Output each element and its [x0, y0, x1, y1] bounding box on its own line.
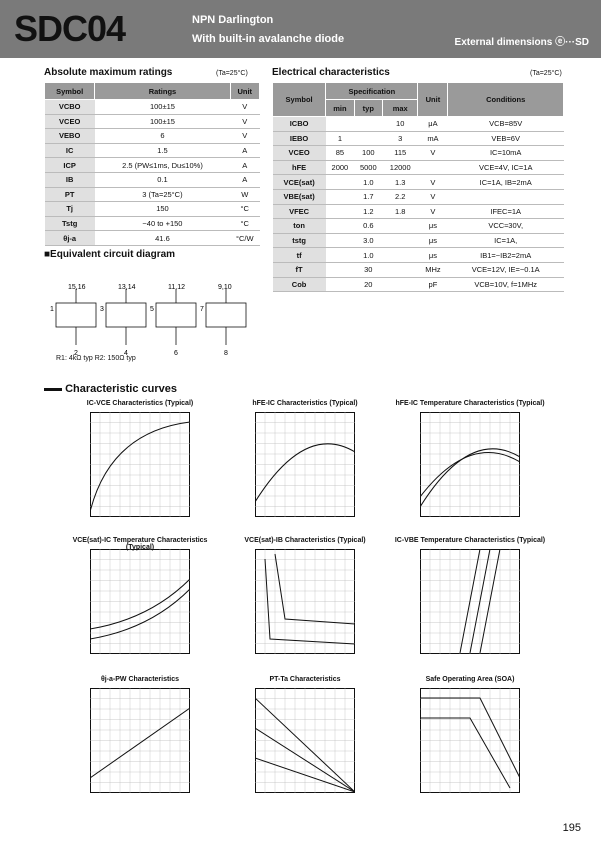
pin-label: 6	[174, 350, 178, 357]
table-row: VCE(sat) 1.0 1.3 V IC=1A, IB=2mA	[273, 175, 564, 190]
table-row: θj-a 41.6 °C/W	[45, 231, 260, 246]
table-row: ICBO 10 μA VCB=85V	[273, 117, 564, 132]
table-row: VBE(sat) 1.7 2.2 V	[273, 189, 564, 204]
external-dimensions: External dimensions ⓔ···SD	[454, 37, 589, 48]
table-row: VCEO 85 100 115 V IC=10mA	[273, 146, 564, 161]
device-type: NPN Darlington	[192, 14, 274, 26]
abs-cond: (Ta=25°C)	[216, 70, 248, 77]
pin-label: 2	[74, 350, 78, 357]
table-row: ton 0.6 μs VCC≈30V,	[273, 219, 564, 234]
table-row: fT 30 MHz VCE=12V, IE=−0.1A	[273, 262, 564, 277]
chart-plot	[420, 549, 520, 654]
pin-label: 4	[124, 350, 128, 357]
table-row: ICP 2.5 (PW≤1ms, Du≤10%) A	[45, 158, 260, 173]
chart-plot	[90, 549, 190, 654]
model-number: SDC04	[14, 8, 126, 49]
col-header: Symbol	[45, 83, 95, 100]
table-row: Cob 20 pF VCB=10V, f=1MHz	[273, 277, 564, 292]
abs-title: Absolute maximum ratings	[44, 67, 173, 78]
chart-title: PT-Ta Characteristics	[269, 676, 341, 683]
circuit-diagram	[44, 283, 256, 365]
chart-plot	[255, 688, 355, 793]
table-row: VCBO 100±15 V	[45, 100, 260, 115]
chart-title: VCE(sat)-IB Characteristics (Typical)	[244, 537, 366, 544]
table-row: IC 1.5 A	[45, 143, 260, 158]
equiv-title: ■Equivalent circuit diagram	[44, 249, 176, 260]
elec-cond: (Ta=25°C)	[530, 70, 562, 77]
chart-plot	[90, 688, 190, 793]
table-row: tstg 3.0 μs IC=1A,	[273, 233, 564, 248]
chart-title: θj-a-PW Characteristics	[100, 676, 180, 683]
chart-title: hFE-IC Temperature Characteristics (Typical)	[395, 400, 545, 407]
table-row: PT 3 (Ta=25°C) W	[45, 187, 260, 202]
pin-label: 13,14	[118, 284, 136, 291]
pin-label: 5	[150, 306, 154, 313]
chart-title: hFE-IC Characteristics (Typical)	[252, 400, 358, 407]
chart-title: IC-VCE Characteristics (Typical)	[86, 400, 194, 407]
col-header: Unit	[230, 83, 259, 100]
pin-label: 1	[50, 306, 54, 313]
table-row: IB 0.1 A	[45, 172, 260, 187]
pin-label: 7	[200, 306, 204, 313]
device-feature: With built-in avalanche diode	[192, 33, 345, 45]
spec-header: Specification	[326, 83, 418, 100]
pin-label: 8	[224, 350, 228, 357]
chart-plot	[255, 412, 355, 517]
resistor-note: R1: 4kΩ typ R2: 150Ω typ	[56, 355, 136, 362]
chart-plot	[420, 688, 520, 793]
table-row: VFEC 1.2 1.8 V IFEC=1A	[273, 204, 564, 219]
table-row: IEBO 1 3 mA VEB=6V	[273, 131, 564, 146]
elec-title: Electrical characteristics	[272, 67, 390, 78]
page-number: 195	[562, 822, 581, 834]
table-row: hFE 2000 5000 12000 VCE=4V, IC=1A	[273, 160, 564, 175]
table-row: Tstg −40 to +150 °C	[45, 216, 260, 231]
table-row: VEBO 6 V	[45, 129, 260, 144]
table-row: VCEO 100±15 V	[45, 114, 260, 129]
chart-plot	[420, 412, 520, 517]
abs-table	[44, 82, 260, 246]
chart-title: Safe Operating Area (SOA)	[425, 676, 515, 683]
pin-label: 15,16	[68, 284, 86, 291]
chart-title: IC-VBE Temperature Characteristics (Typical)	[394, 537, 546, 544]
chart-title: VCE(sat)-IC Temperature Characteristics (Typical)	[72, 537, 208, 551]
chart-plot	[255, 549, 355, 654]
col-header: Ratings	[95, 83, 230, 100]
pin-label: 11,12	[168, 284, 185, 291]
pin-label: 9,10	[218, 284, 232, 291]
pin-label: 3	[100, 306, 104, 313]
chart-plot	[90, 412, 190, 517]
curves-heading: Characteristic curves	[44, 383, 177, 395]
table-row: Tj 150 °C	[45, 202, 260, 217]
elec-table: Symbol Specification Unit Conditions min typ max ICBO 10 μA VCB=85V IEBO 1 3 mA VEB=6V VCEO 85 100 115 V IC=10mA hFE 2000 5000 12000 VCE=4V, IC=1A VCE(sat) 1.0 1.3 V IC=1A, IB=2mA VBE(sat) 1.7 2.2 V VFEC 1.2 1.8 V IFEC=1A ton 0.6 μs VCC≈30V, tstg 3.0 μs IC=1A, tf 1.0 μs IB1=−IB2=2mA fT 30 MHz VCE=12V, IE=−0.1A Cob 20 pF VCB=10V, f=1MHz	[272, 82, 564, 292]
table-row: tf 1.0 μs IB1=−IB2=2mA	[273, 248, 564, 263]
